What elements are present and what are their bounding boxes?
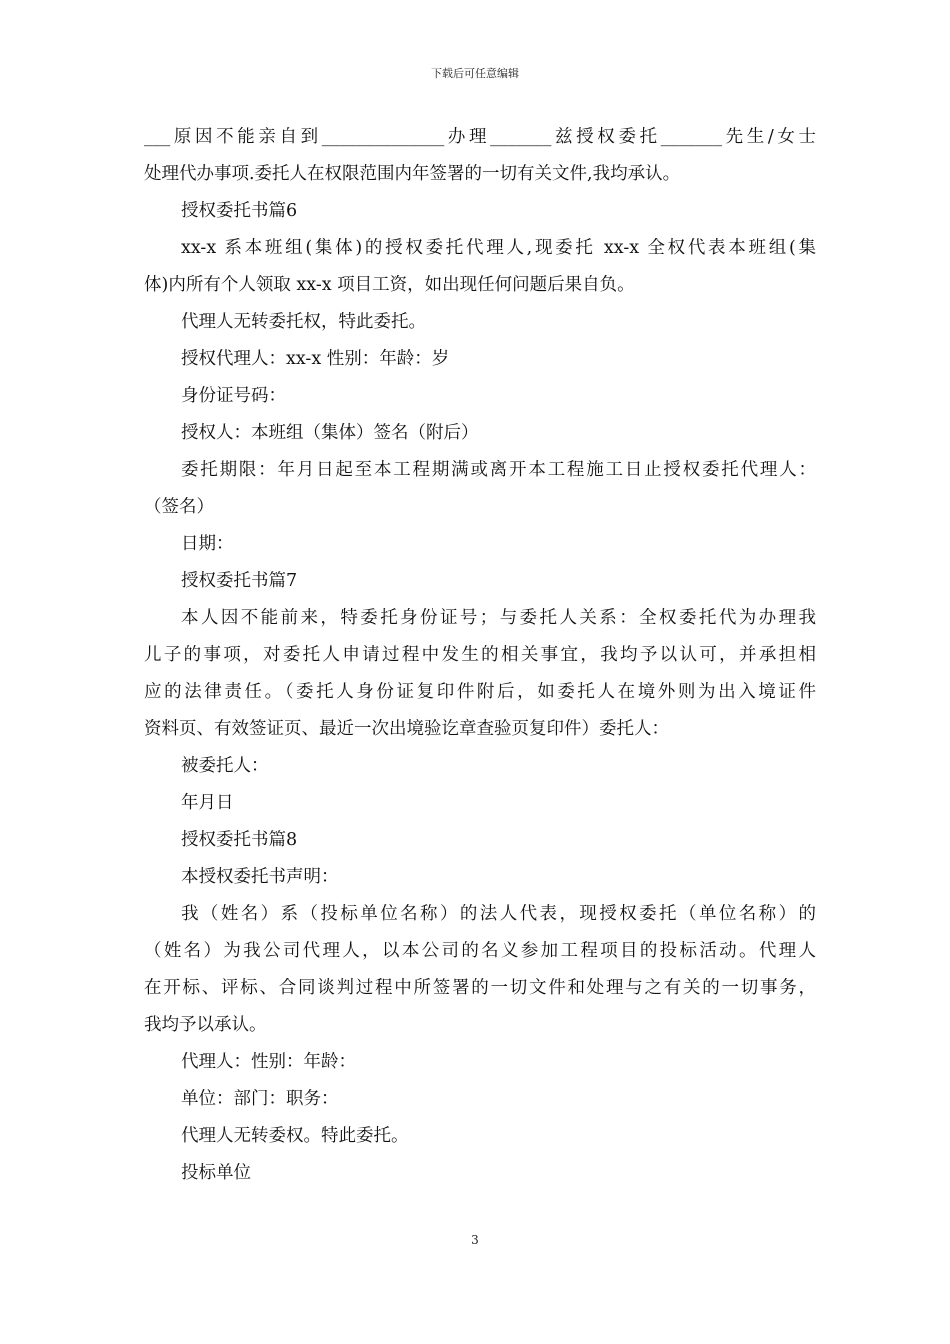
paragraph-line: （签名） [144,497,214,517]
paragraph-line: （姓名）为我公司代理人，以本公司的名义参加工程项目的投标活动。代理人 [144,941,816,961]
page-header: 下载后可任意编辑 [431,67,519,80]
paragraph-line: 体)内所有个人领取 xx-x 项目工资，如出现任何问题后果自负。 [144,275,635,295]
paragraph-line: 资料页、有效签证页、最近一次出境验讫章查验页复印件）委托人： [144,719,669,739]
paragraph-line: 在开标、评标、合同谈判过程中所签署的一切文件和处理与之有关的一切事务， [144,978,816,998]
paragraph-line: 处理代办事项.委托人在权限范围内年签署的一切有关文件,我均承认。 [144,164,681,184]
page-number: 3 [471,1233,479,1247]
document-body [144,119,816,1192]
paragraph-line: 本人因不能前来，特委托身份证号；与委托人关系：全权委托代为办理我 [181,608,816,628]
paragraph-line: 投标单位 [181,1163,251,1183]
paragraph-line: 授权人：本班组（集体）签名（附后） [181,423,479,443]
paragraph-line: 年月日 [181,793,234,813]
paragraph-line: 应的法律责任。（委托人身份证复印件附后，如委托人在境外则为出入境证件 [144,682,816,702]
paragraph-line: 我（姓名）系（投标单位名称）的法人代表，现授权委托（单位名称）的 [181,904,816,924]
paragraph-line: 日期： [181,534,234,554]
paragraph-line: 单位：部门：职务： [181,1089,339,1109]
paragraph-line: 代理人无转委权。特此委托。 [181,1126,409,1146]
section-heading: 授权委托书篇7 [181,571,298,591]
section-heading: 授权委托书篇8 [181,830,298,850]
paragraph-line: 儿子的事项，对委托人申请过程中发生的相关事宜，我均予以认可，并承担相 [144,645,816,665]
paragraph-line: 我均予以承认。 [144,1015,267,1035]
paragraph-line: 授权代理人：xx-x 性别：年龄：岁 [181,349,450,369]
section-heading: 授权委托书篇6 [181,201,298,221]
paragraph-line: 身份证号码： [181,386,286,406]
paragraph-line: 代理人：性别：年龄： [181,1052,356,1072]
paragraph-line: xx-x 系本班组(集体)的授权委托代理人,现委托 xx-x 全权代表本班组(集 [181,238,816,258]
paragraph-line: 委托期限：年月日起至本工程期满或离开本工程施工日止授权委托代理人： [181,460,816,480]
paragraph-line: 本授权委托书声明： [181,867,339,887]
paragraph-line: 被委托人： [181,756,269,776]
paragraph-line: ___原因不能亲自到______________办理_______兹授权委托_______先生/女士 [144,127,816,147]
paragraph-line: 代理人无转委托权，特此委托。 [181,312,426,332]
